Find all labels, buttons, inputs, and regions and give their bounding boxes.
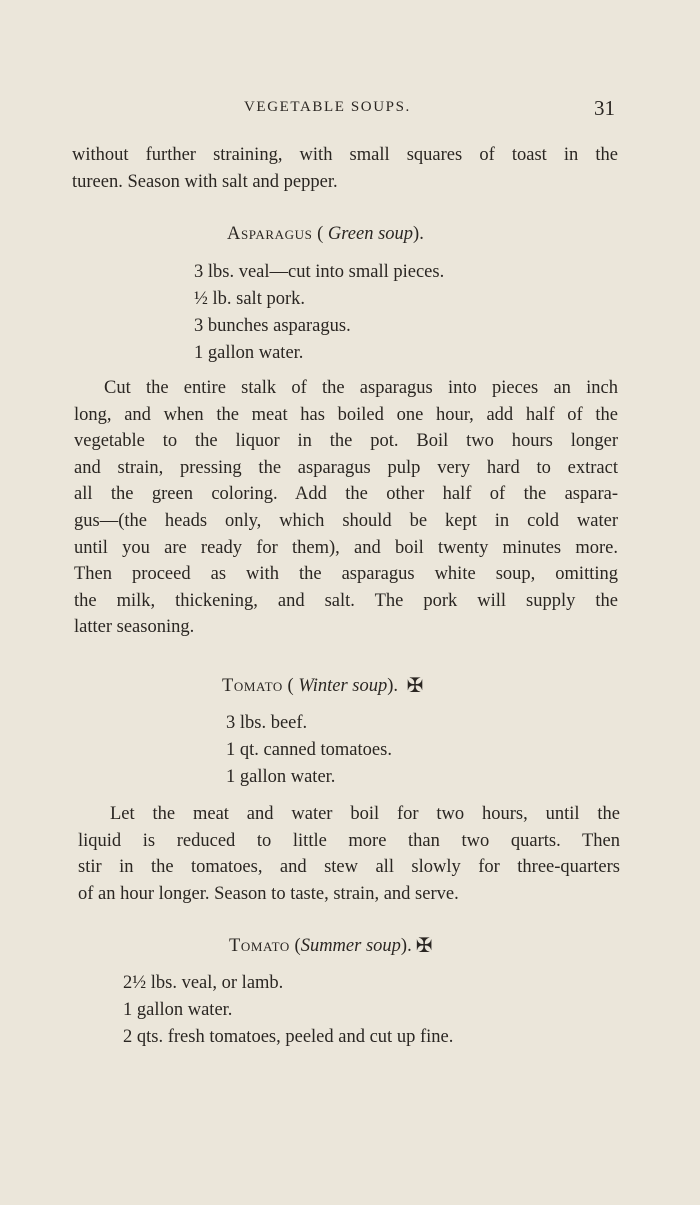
recipe-heading-tomato-summer: Tomato (Summer soup). ✠ (229, 935, 433, 957)
ingredient-item: 1 gallon water. (226, 767, 336, 787)
maltese-cross-icon: ✠ (406, 675, 424, 697)
recipe-name: Tomato (229, 936, 290, 956)
paragraph-line: of an hour longer. Season to taste, strain, and serve. (78, 883, 459, 904)
recipe-heading-asparagus: Asparagus ( Green soup). (227, 224, 424, 244)
paragraph-line: all the green coloring. Add the other half of the aspara- (74, 484, 618, 505)
intro-paragraph (72, 142, 618, 195)
page-number: 31 (594, 96, 615, 120)
paragraph-line: gus—(the heads only, which should be kept in cold water (74, 510, 618, 531)
ingredient-item: 3 lbs. veal—cut into small pieces. (194, 262, 445, 282)
paragraph-line: until you are ready for them), and boil twenty minutes more. (74, 537, 618, 558)
paragraph-line: Cut the entire stalk of the asparagus into pieces an inch (104, 378, 618, 398)
recipe-variant: Winter soup (298, 676, 388, 696)
recipe-variant: Summer soup (300, 936, 401, 956)
ingredient-item: 2½ lbs. veal, or lamb. (123, 973, 284, 993)
ingredient-item: 1 qt. canned tomatoes. (226, 740, 392, 760)
ingredient-item: 1 gallon water. (123, 1000, 233, 1020)
running-title: VEGETABLE SOUPS. (244, 99, 411, 115)
paragraph-line: vegetable to the liquor in the pot. Boil two hours longer (74, 431, 618, 452)
maltese-cross-icon: ✠ (415, 935, 433, 957)
recipe-variant: Green soup (327, 224, 414, 244)
ingredient-item: 3 bunches asparagus. (194, 316, 351, 336)
ingredient-item: 2 qts. fresh tomatoes, peeled and cut up fine. (123, 1027, 454, 1047)
paragraph-line: stir in the tomatoes, and stew all slowly for three-quarters (78, 857, 620, 878)
ingredient-item: 3 lbs. beef. (226, 713, 308, 733)
method-paragraph-asparagus (74, 375, 618, 641)
paragraph-line: latter seasoning. (74, 617, 195, 638)
method-paragraph-tomato-winter (78, 801, 620, 907)
paragraph-line: tureen. Season with salt and pepper. (72, 171, 338, 192)
ingredient-item: 1 gallon water. (194, 343, 304, 363)
paragraph-line: and strain, pressing the asparagus pulp very hard to extract (74, 457, 618, 478)
recipe-name: Tomato (222, 676, 283, 696)
recipe-heading-tomato-winter: Tomato ( Winter soup). ✠ (222, 675, 424, 697)
paragraph-line: liquid is reduced to little more than two quarts. Then (78, 830, 620, 851)
ingredient-list-tomato-summer (123, 970, 453, 1051)
ingredient-list-asparagus (194, 259, 444, 367)
paragraph-line: without further straining, with small squares of toast in the (72, 145, 618, 165)
paragraph-line: long, and when the meat has boiled one hour, add half of the (74, 404, 618, 425)
paragraph-line: the milk, thickening, and salt. The pork will supply the (74, 590, 618, 611)
recipe-name: Asparagus (227, 224, 313, 244)
ingredient-list-tomato-winter (226, 710, 392, 791)
ingredient-item: ½ lb. salt pork. (194, 289, 305, 309)
paragraph-line: Then proceed as with the asparagus white soup, omitting (74, 564, 618, 585)
paragraph-line: Let the meat and water boil for two hours, until the (110, 804, 620, 824)
